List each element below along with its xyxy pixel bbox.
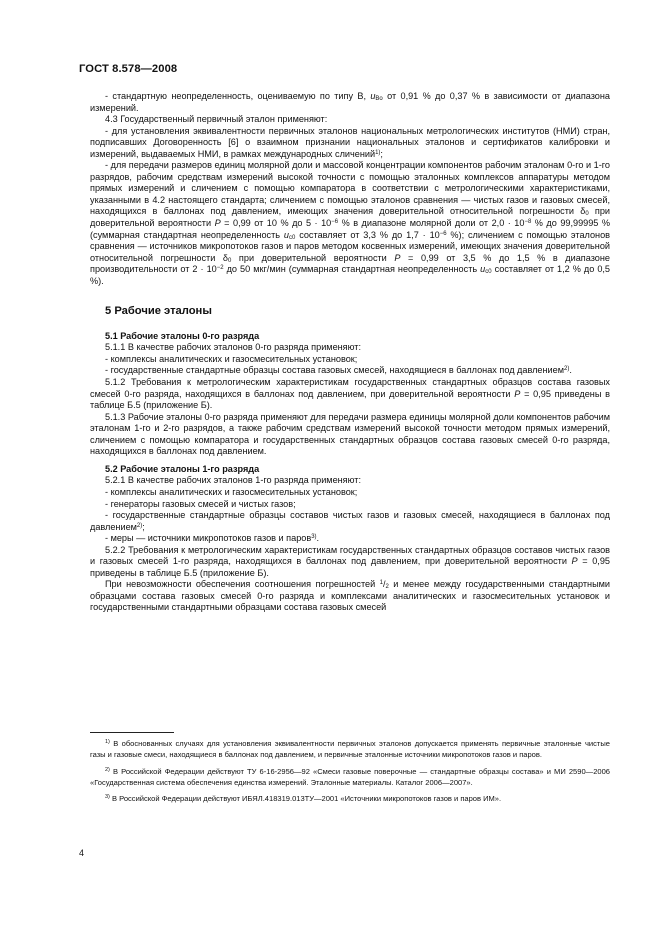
paragraph: - стандартную неопределенность, оцениваемую по типу В, $u_{Bo}$ от 0,91 % до 0,37 % в зависимости от диапазона измерений.: [90, 91, 611, 113]
page-number: 4: [79, 848, 85, 858]
subsection-5-1-title: 5.1 Рабочие эталоны 0-го разряда: [105, 330, 260, 341]
paragraph: - для передачи размеров единиц молярной доли и массовой концентрации компонентов рабочим эталонам 0-го и 1-го разрядов, рабочим средствам измерений высокой точности с помощью эталонных комплексов аппаратуры методом прямых измерений и сличением с помощью компаратора в соответствии с метрологическими характеристиками, указанными в 4.2 настоящего стандарта; сличением с помощью эталонов сравнения — чистых газов и газовых смесей, находящихся в баллонах под давлением, имеющих значения доверительной относительной погрешности $\delta_0$ при доверительной вероятности P = 0,99 от 10 % до $5 \cdot 10^{-6}$ % в диапазоне молярной доли от $2,0 \cdot 10^{-8}$ % до 99,99995 % (суммарная стандартная неопределенность $u_{c0}$ составляет от 3,3 % до $1,7 \cdot 10^{-6}$ %); сличением с помощью эталонов сравнения — источников микропотоков газов и паров методом косвенных измерений, имеющих значения доверительной относительной погрешности $\delta_0$ при доверительной вероятности P = 0,99 от 3,5 % до 1,5 % в диапазоне производительности от $2 \cdot 10^{-2}$ до 50 мкг/мин (суммарная стандартная неопределенность $u_{c0}$ составляет от 1,2 % до 0,5 %).: [90, 160, 611, 286]
list-item: - меры — источники микропотоков газов и паров$^{3)}$.: [105, 533, 320, 544]
list-item: - генераторы газовых смесей и чистых газов;: [105, 498, 296, 509]
section-5-title: 5 Рабочие эталоны: [105, 305, 212, 318]
list-item: - комплексы аналитических и газосмесительных установок;: [105, 353, 358, 364]
footnote: $^{2)}$ В Российской Федерации действуют ТУ 6-16-2956—92 «Смеси газовые поверочные — стандартные образцы состава» и МИ 2590—2006 «Государственная система обеспечения единства измерений. Эталонные материалы. Каталог 2006—2007».: [90, 766, 610, 787]
paragraph: При невозможности обеспечения соотношения погрешностей $^1/_2$ и менее между государственными стандартными образцами состава газовых смесей 0-го разряда и комплексами аналитических и газосмесительных установок и государственными стандартными образцами состава газовых смесей: [90, 579, 610, 613]
paragraph: 5.2.1 В качестве рабочих эталонов 1-го разряда применяют:: [105, 475, 361, 486]
list-item: - комплексы аналитических и газосмесительных установок;: [105, 486, 358, 497]
footnote-ref: 2): [136, 522, 143, 529]
paragraph: - для установления эквивалентности первичных эталонов национальных метрологических институтов (НМИ) стран, подписавших Договоренность [6] о взаимном признании национальных эталонов и сертификатов калибровки и измерений, выдаваемых НМИ, в рамках международных сличений$^{1)}$;: [90, 125, 610, 159]
paragraph: 5.1.2 Требования к метрологическим характеристикам государственных стандартных образцов состава газовых смесей 0-го разряда, находящихся в баллонах под давлением, при доверительной вероятности P = 0,95 приведены в таблице Б.5 (приложение Б).: [90, 377, 610, 411]
footnote-ref: 2): [563, 366, 570, 373]
list-item: - государственные стандартные образцы состава газовых смесей, находящиеся в баллонах под давлением$^{2)}$.: [105, 365, 572, 376]
footnote-ref: 3): [311, 534, 317, 541]
footnotes: [90, 738, 610, 809]
main-text: [90, 91, 610, 614]
paragraph: 5.1.1 В качестве рабочих эталонов 0-го разряда применяют:: [105, 342, 361, 353]
clause-4-3: 4.3 Государственный первичный эталон применяют:: [105, 114, 328, 125]
list-item: - государственные стандартные образцы составов чистых газов и газовых смесей, находящиеся в баллонах под давлением$^{2)}$;: [90, 510, 610, 532]
footnote: $^{1)}$ В обоснованных случаях для установления эквивалентности первичных эталонов допускается применять первичные эталонные чистые газы и газовые смеси, находящиеся в баллонах под давлением, и первичные эталонные источники микропотоков газов и паров.: [90, 739, 610, 760]
subsection-5-2-title: 5.2 Рабочие эталоны 1-го разряда: [105, 463, 260, 474]
footnote: $^{3)}$ В Российской Федерации действуют ИБЯЛ.418319.013ТУ—2001 «Источники микропотоков газов и паров ИМ».: [105, 794, 502, 804]
document-header: ГОСТ 8.578—2008: [79, 63, 178, 75]
paragraph: 5.1.3 Рабочие эталоны 0-го разряда применяют для передачи размера единицы молярной доли компонентов рабочим эталонам 1-го и 2-го разрядов, а также рабочим средствам измерений высокой точности методом прямых измерений, сличением с помощью компаратора и государственных стандартных образцов состава газовых смесей 0-го разряда, находящихся в баллонах под давлением.: [90, 411, 610, 457]
paragraph: 5.2.2 Требования к метрологическим характеристикам государственных стандартных образцов составов чистых газов и газовых смесей 1-го разряда, находящихся в баллонах под давлением, при доверительной вероятности P = 0,95 приведены в таблице Б.5 (приложение Б).: [90, 544, 610, 578]
footnote-divider: [90, 732, 174, 733]
footnote-ref: 1): [375, 149, 381, 156]
